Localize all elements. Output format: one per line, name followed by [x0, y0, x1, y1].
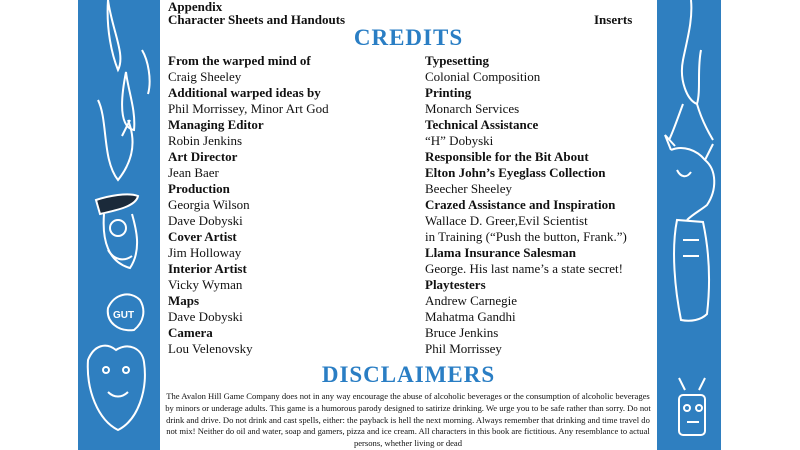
credit-name: Georgia Wilson: [168, 197, 250, 212]
disclaimers-heading: DISCLAIMERS: [321, 362, 496, 387]
credit-role: Crazed Assistance and Inspiration: [425, 197, 616, 212]
credit-name: Robin Jenkins: [168, 133, 243, 148]
credit-name: “H” Dobyski: [425, 133, 494, 148]
left-decorative-border: [78, 0, 160, 450]
credit-role: Additional warped ideas by: [168, 85, 321, 100]
credit-entry: [425, 149, 665, 165]
credit-role: Cover Artist: [168, 229, 237, 244]
credit-entry: [425, 277, 665, 357]
toc-right-lines: [594, 0, 632, 26]
credit-name: Jim Holloway: [168, 245, 242, 260]
credit-name: Beecher Sheeley: [425, 181, 512, 196]
credit-name: in Training (“Push the button, Frank.”): [425, 229, 627, 244]
disclaimer-text: The Avalon Hill Game Company does not in any way encourage the abuse of alcoholic beverages or the consumption of alcoholic beverages by minors or underage adults. This game is a humorous parody designed to satirize drinking. We urge you to be safe rather than sorry. Do not drink and drive. Do not drink and cast spells, either: the payback is hell the next morning. Always remember that drinking and time travel do not mix! Neither do oil and water, soap and gamers, pizza and ice cream. All characters in this book are fictitious. Any resemblance to actual persons, whether living or dead: [165, 391, 651, 449]
credit-name: Dave Dobyski: [168, 213, 243, 228]
credit-entry: [168, 53, 408, 85]
credit-name: Andrew Carnegie: [425, 293, 518, 308]
right-border-illustrations-icon: [657, 0, 721, 450]
credit-entry: [425, 197, 665, 245]
credit-entry: [425, 117, 665, 149]
credit-role: Interior Artist: [168, 261, 247, 276]
credit-role: Camera: [168, 325, 213, 340]
toc-appendix: Appendix: [168, 0, 223, 14]
credit-role: Playtesters: [425, 277, 486, 292]
credit-entry: [168, 229, 408, 261]
credit-name: Bruce Jenkins: [425, 325, 499, 340]
credit-role: Maps: [168, 293, 200, 308]
credit-role: Printing: [425, 85, 472, 100]
credit-role: Responsible for the Bit About: [425, 149, 589, 164]
credit-entry: [168, 325, 408, 357]
credit-name: Wallace D. Greer,Evil Scientist: [425, 213, 588, 228]
credit-entry: [425, 165, 665, 197]
left-border-illustrations-icon: [78, 0, 160, 450]
credit-entry: [168, 85, 408, 117]
credit-name: Lou Velenovsky: [168, 341, 253, 356]
credit-name: Jean Baer: [168, 165, 219, 180]
right-decorative-border: [657, 0, 721, 450]
svg-text:GUT: GUT: [113, 310, 135, 321]
credit-name: George. His last name’s a state secret!: [425, 261, 623, 276]
credit-name: Vicky Wyman: [168, 277, 243, 292]
credits-right-column: [425, 53, 665, 357]
credit-name: Phil Morrissey, Minor Art God: [168, 101, 329, 116]
toc-character-sheets: Character Sheets and Handouts: [168, 12, 346, 27]
toc-inserts: Inserts: [594, 12, 633, 27]
credit-name: Colonial Composition: [425, 69, 541, 84]
credit-role: Production: [168, 181, 230, 196]
credit-role: Technical Assistance: [425, 117, 539, 132]
credit-role: Art Director: [168, 149, 238, 164]
credit-name: Mahatma Gandhi: [425, 309, 516, 324]
credit-role: Typesetting: [425, 53, 490, 68]
credit-role: Managing Editor: [168, 117, 264, 132]
credit-name: Phil Morrissey: [425, 341, 502, 356]
credit-role: Llama Insurance Salesman: [425, 245, 576, 260]
credit-entry: [168, 293, 408, 325]
toc-left-lines: [168, 0, 345, 26]
credit-role: Elton John’s Eyeglass Collection: [425, 165, 606, 180]
credits-heading: CREDITS: [353, 25, 464, 50]
credit-name: Monarch Services: [425, 101, 520, 116]
credit-entry: [425, 245, 665, 277]
credit-role: From the warped mind of: [168, 53, 311, 68]
credit-entry: [168, 261, 408, 293]
credit-entry: [168, 181, 408, 229]
credit-entry: [425, 53, 665, 85]
credit-entry: [425, 85, 665, 117]
credit-name: Dave Dobyski: [168, 309, 243, 324]
credit-name: Craig Sheeley: [168, 69, 242, 84]
credits-left-column: [168, 53, 408, 357]
credit-entry: [168, 149, 408, 181]
credit-entry: [168, 117, 408, 149]
